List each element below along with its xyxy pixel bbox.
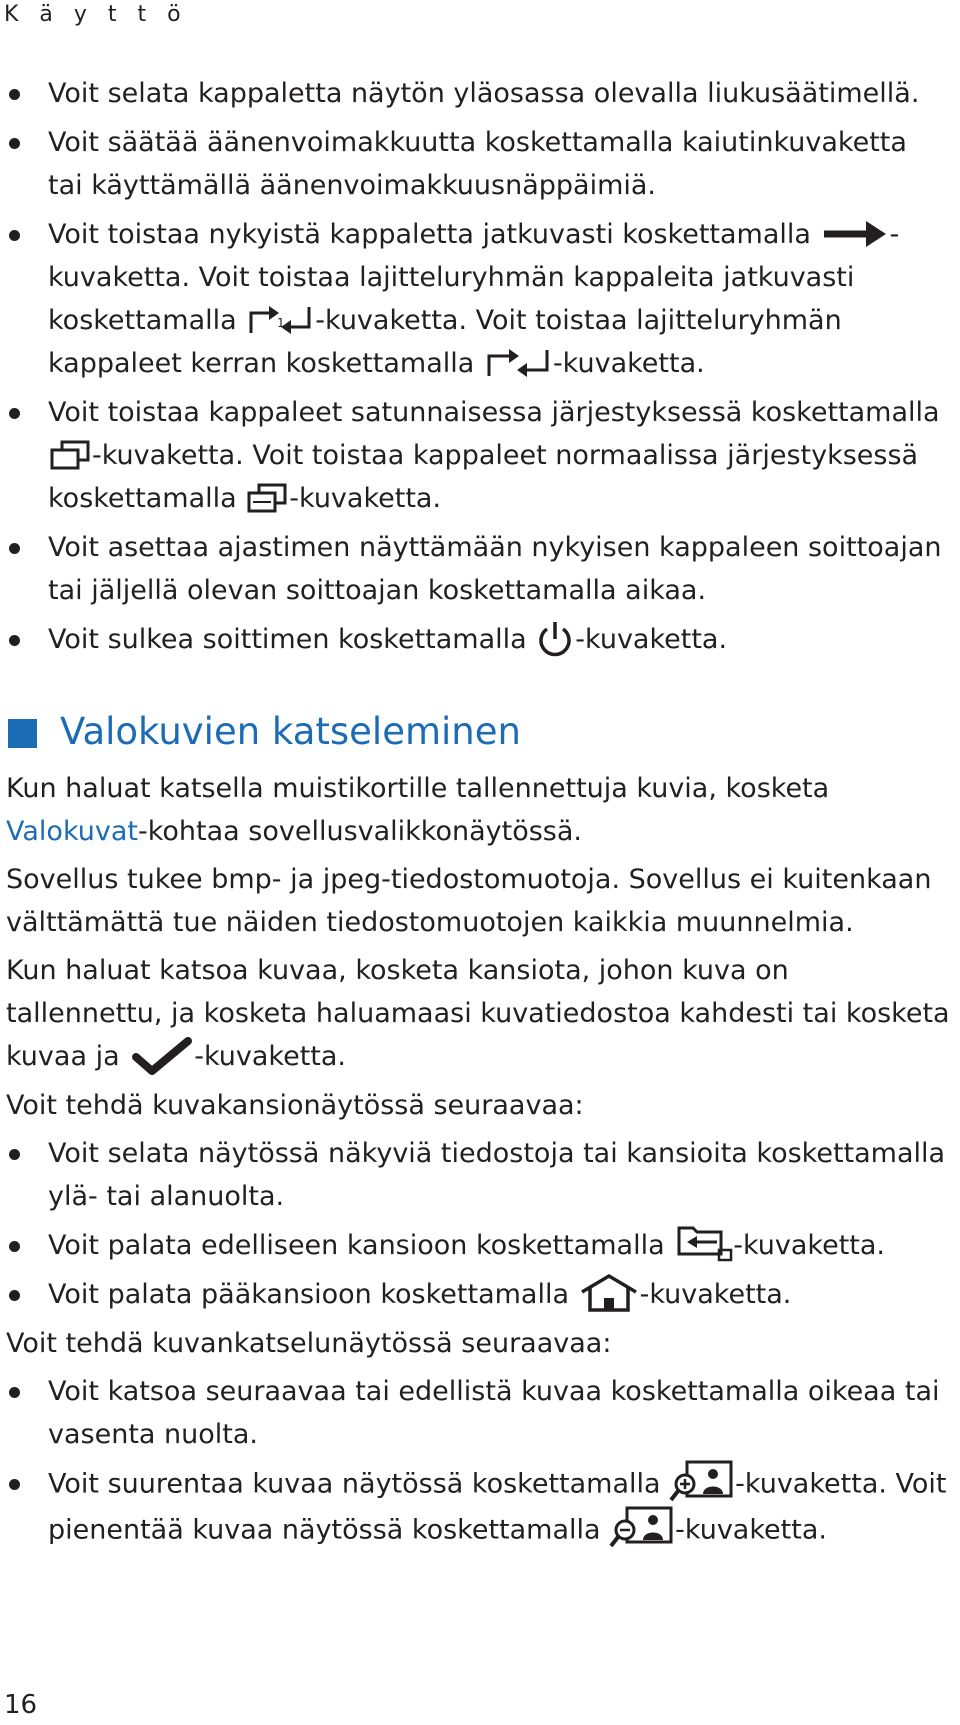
paragraph-text: Voit tehdä kuvakansionäytössä seuraavaa: [6,1089,584,1121]
paragraph [0,767,960,853]
list-item [0,526,960,612]
item-text: Voit toistaa nykyistä kappaletta jatkuvasti koskettamalla [48,219,811,250]
heading-text: Valokuvien katseleminen [60,710,521,753]
item-text: -kuvaketta. Voit toistaa lajitteluryhmän kappaleet kerran koskettamalla [48,305,842,379]
heading-marker [8,719,37,748]
item-text: -kuvaketta. Voit toistaa lajitteluryhmän kappaleita jatkuvasti koskettamalla [48,219,900,336]
item-text: -kuvaketta. [733,1229,886,1261]
list-item-parent [0,1224,960,1267]
item-text: -kuvaketta. [552,348,705,379]
list-item-zoom [0,1462,960,1554]
paragraph-text: Kun haluat katsella muistikortille tallennettuja kuvia, kosketa [6,773,830,804]
running-header: K ä y t t ö [4,2,188,27]
paragraph-text: -kohtaa sovellusvalikkonäytössä. [137,816,582,847]
zoom-out-icon [609,1506,675,1552]
power-icon [535,619,575,659]
item-text: Voit sulkea soittimen koskettamalla [48,624,527,655]
zoom-in-icon [669,1460,735,1506]
item-text: -kuvaketta. Voit pienentää kuvaa näytössä koskettamalla [48,1468,947,1546]
item-text: Voit selata kappaletta näytön yläosassa olevalla liukusäätimellä. [48,78,920,109]
paragraph [0,1084,960,1127]
item-text: Voit palata pääkansioon koskettamalla [48,1278,570,1310]
item-text: -kuvaketta. [639,1278,792,1310]
paragraph-text: Kun haluat katsoa kuvaa, kosketa kansiota, johon kuva on tallennettu, ja kosketa haluamaasi kuvatiedostoa kahdesti tai kosketa kuvaa ja [6,955,950,1072]
list-item-home [0,1273,960,1317]
paragraph [0,1322,960,1365]
home-icon [578,1272,640,1314]
paragraph-text: Sovellus tukee bmp- ja jpeg-tiedostomuotoja. Sovellus ei kuitenkaan välttämättä tue näiden tiedostomuotojen kaikkia muunnelmia. [6,864,932,938]
item-text: Voit toistaa kappaleet satunnaisessa järjestyksessä koskettamalla [48,397,940,428]
repeat-once-icon [483,346,553,380]
normal-order-icon [245,481,289,515]
list-item-shuffle [0,391,960,520]
list-item [0,72,960,115]
paragraph-text: Voit tehdä kuvankatselunäytössä seuraavaa: [6,1328,612,1359]
item-text: Voit asettaa ajastimen näyttämään nykyisen kappaleen soittoajan tai jäljellä olevan soittoajan koskettamalla aikaa. [48,532,942,606]
app-menu-link: Valokuvat [6,816,138,847]
paragraph-text: -kuvaketta. [194,1041,346,1072]
list-item-close [0,618,960,661]
repeat-group-icon [245,303,315,337]
item-text: -kuvaketta. [575,624,728,655]
item-text: -kuvaketta. Voit toistaa kappaleet normaalissa järjestyksessä koskettamalla [48,440,919,514]
item-text: Voit palata edelliseen kansioon koskettamalla [48,1229,665,1261]
repeat-one-icon [820,219,890,249]
paragraph [0,949,960,1079]
list-item [0,121,960,207]
item-text: Voit katsoa seuraavaa tai edellistä kuvaa koskettamalla oikeaa tai vasenta nuolta. [48,1376,940,1450]
svg-text:1: 1 [277,315,285,330]
item-text: -kuvaketta. [675,1514,827,1546]
section-heading [0,707,960,757]
item-text: -kuvaketta. [289,483,442,514]
shuffle-icon [48,438,92,472]
item-text: Voit säätää äänenvoimakkuutta koskettamalla kaiutinkuvaketta tai käyttämällä äänenvoimakkuusnäppäimiä. [48,127,907,201]
check-icon [128,1035,194,1077]
item-text: Voit suurentaa kuvaa näytössä koskettamalla [48,1468,661,1500]
list-item [0,1132,960,1218]
list-item-repeat [0,213,960,385]
parent-folder-icon [673,1224,733,1264]
paragraph [0,858,960,944]
item-text: Voit selata näytössä näkyviä tiedostoja tai kansioita koskettamalla ylä- tai alanuolta. [48,1137,946,1212]
list-item [0,1370,960,1456]
page-content [0,72,960,1560]
page-number: 16 [4,1690,38,1720]
